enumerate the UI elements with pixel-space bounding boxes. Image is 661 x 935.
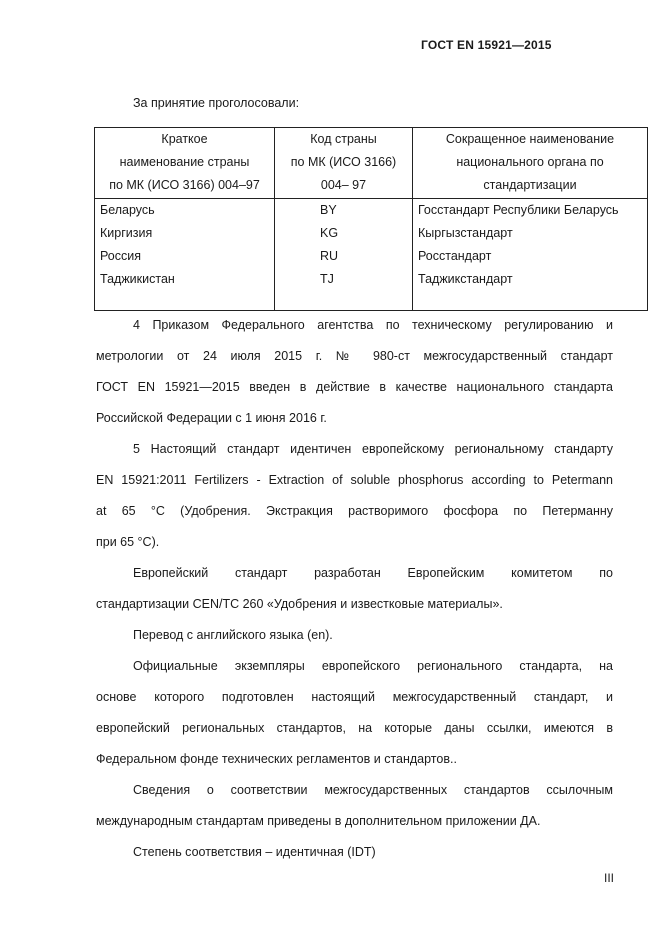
table-row xyxy=(95,199,648,223)
table-row xyxy=(95,268,648,291)
country-code: RU xyxy=(275,245,413,268)
country-code: KG xyxy=(275,222,413,245)
header-standards-body: Сокращенное наименование национального органа по стандартизации xyxy=(413,128,648,199)
paragraph-official-copies: Официальные экземпляры европейского регионального стандарта, на основе которого подготовлен настоящий межгосударственный стандарт, и европейский региональных стандартов, на которые даны ссылки, имеются в Федеральном фонде технических регламентов и стандартов.. xyxy=(96,659,613,766)
country-name: Киргизия xyxy=(95,222,275,245)
header-country-code: Код страны по МК (ИСО 3166) 004– 97 xyxy=(275,128,413,199)
standards-body: Росстандарт xyxy=(413,245,648,268)
standards-body: Кыргызстандарт xyxy=(413,222,648,245)
country-code: BY xyxy=(275,199,413,223)
document-code: ГОСТ EN 15921—2015 xyxy=(421,38,552,52)
voted-label: За принятие проголосовали: xyxy=(133,96,300,110)
country-name: Беларусь xyxy=(95,199,275,223)
table-row xyxy=(95,222,648,245)
paragraph-cen: Европейский стандарт разработан Европейским комитетом по стандартизации CEN/TC 260 «Удобрения и известковые материалы». xyxy=(96,566,613,611)
paragraph-4: 4 Приказом Федерального агентства по техническому регулированию и метрологии от 24 июля 2015 г. № 980-ст межгосударственный стандарт ГОСТ EN 15921—2015 введен в действие в качестве национального стандарта Российской Федерации с 1 июня 2016 г. xyxy=(96,318,613,425)
country-name: Россия xyxy=(95,245,275,268)
header-country-name: Краткое наименование страны по МК (ИСО 3166) 004–97 xyxy=(95,128,275,199)
table-header-row xyxy=(95,128,648,199)
paragraph-5: 5 Настоящий стандарт идентичен европейскому региональному стандарту EN 15921:2011 Fertilizers - Extraction of soluble phosphorus according to Petermann at 65 °C (Удобрения. Экстракция растворимого фосфора по Петерманну при 65 °С). xyxy=(96,442,613,549)
page-number: III xyxy=(604,871,615,885)
paragraph-correspondence: Сведения о соответствии межгосударственных стандартов ссылочным международным стандартам приведены в дополнительном приложении ДА. xyxy=(96,783,613,828)
country-code: TJ xyxy=(275,268,413,291)
standards-body: Таджикстандарт xyxy=(413,268,648,291)
standards-body: Госстандарт Республики Беларусь xyxy=(413,199,648,223)
voting-table xyxy=(94,127,648,311)
table-row xyxy=(95,245,648,268)
paragraph-degree: Степень соответствия – идентичная (IDT) xyxy=(133,845,376,859)
table-empty-row xyxy=(95,291,648,311)
paragraph-translation: Перевод с английского языка (en). xyxy=(133,628,333,642)
country-name: Таджикистан xyxy=(95,268,275,291)
